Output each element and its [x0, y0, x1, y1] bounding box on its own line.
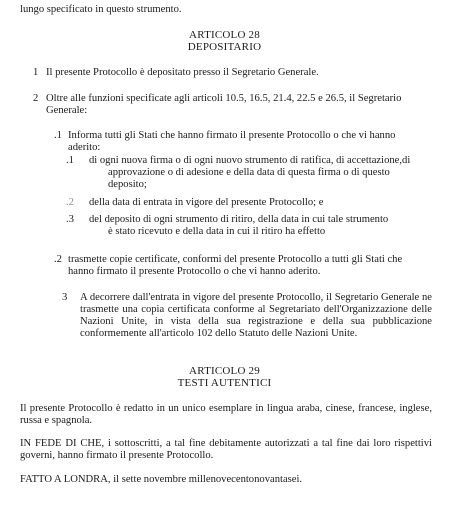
para-1-number: 1	[33, 67, 39, 78]
sub-1-line-1: Informa tutti gli Stati che hanno firmato il presente Protocollo o che vi hanno	[68, 130, 396, 141]
item-1-line-2: approvazione o di adesione e della data di questa firma o di questo	[108, 167, 390, 178]
article-29-number: ARTICOLO 29	[189, 365, 260, 377]
para-1-text: Il presente Protocollo è depositato presso il Segretario Generale.	[46, 67, 319, 78]
sub-2-line-2: hanno firmato il presente Protocollo o che vi hanno aderito.	[68, 266, 321, 277]
item-2-number: .2	[66, 197, 74, 208]
item-1-number: .1	[66, 155, 74, 166]
sub-2-line-1: trasmette copie certificate, conformi del presente Protocollo a tutti gli Stati che	[68, 254, 403, 265]
para-3-text: A decorrere dall'entrata in vigore del presente Protocollo, il Segretario Generale ne trasmette una copia certificata conforme al Segretariato dell'Organizzazione delle Nazioni Unite, in vista della sua registrazione e della sua pubblicazione conformemente all'articolo 102 dello Statuto delle Nazioni Unite.	[80, 292, 432, 339]
para-2-line-1: Oltre alle funzioni specificate agli articoli 10.5, 16.5, 21.4, 22.5 e 26.5, il Segretario	[46, 93, 402, 104]
item-3-number: .3	[66, 214, 74, 225]
article-29-title: TESTI AUTENTICI	[177, 377, 272, 389]
sub-1-number: .1	[54, 130, 62, 141]
item-3-line-1: del deposito di ogni strumento di ritiro, della data in cui tale strumento	[89, 214, 389, 225]
article-29-para-2: IN FEDE DI CHE, i sottoscritti, a tal fine debitamente autorizzati a tal fine dai loro rispettivi governi, hanno firmato il presente Protocollo.	[20, 438, 432, 461]
sub-2-number: .2	[54, 254, 62, 265]
article-29-para-3: FATTO A LONDRA, il sette novembre millenovecentonovantasei.	[20, 474, 303, 485]
para-3-number: 3	[62, 292, 68, 303]
item-3-line-2: è stato ricevuto e della data in cui il ritiro ha effetto	[108, 226, 326, 237]
para-2-line-2: Generale:	[46, 105, 88, 116]
article-28-number: ARTICOLO 28	[189, 29, 260, 41]
item-2-text: della data di entrata in vigore del presente Protocollo; e	[89, 197, 324, 208]
sub-1-line-2: aderito:	[68, 142, 101, 153]
item-1-line-3: deposito;	[108, 179, 147, 190]
top-line: lungo specificato in questo strumento.	[20, 4, 182, 15]
article-29-para-1: Il presente Protocollo è redatto in un unico esemplare in lingua araba, cinese, francese, inglese, russa e spagnola.	[20, 403, 432, 426]
item-1-line-1: di ogni nuova firma o di ogni nuovo strumento di ratifica, di accettazione,di	[89, 155, 411, 166]
para-2-number: 2	[33, 93, 39, 104]
article-28-title: DEPOSITARIO	[187, 41, 262, 53]
